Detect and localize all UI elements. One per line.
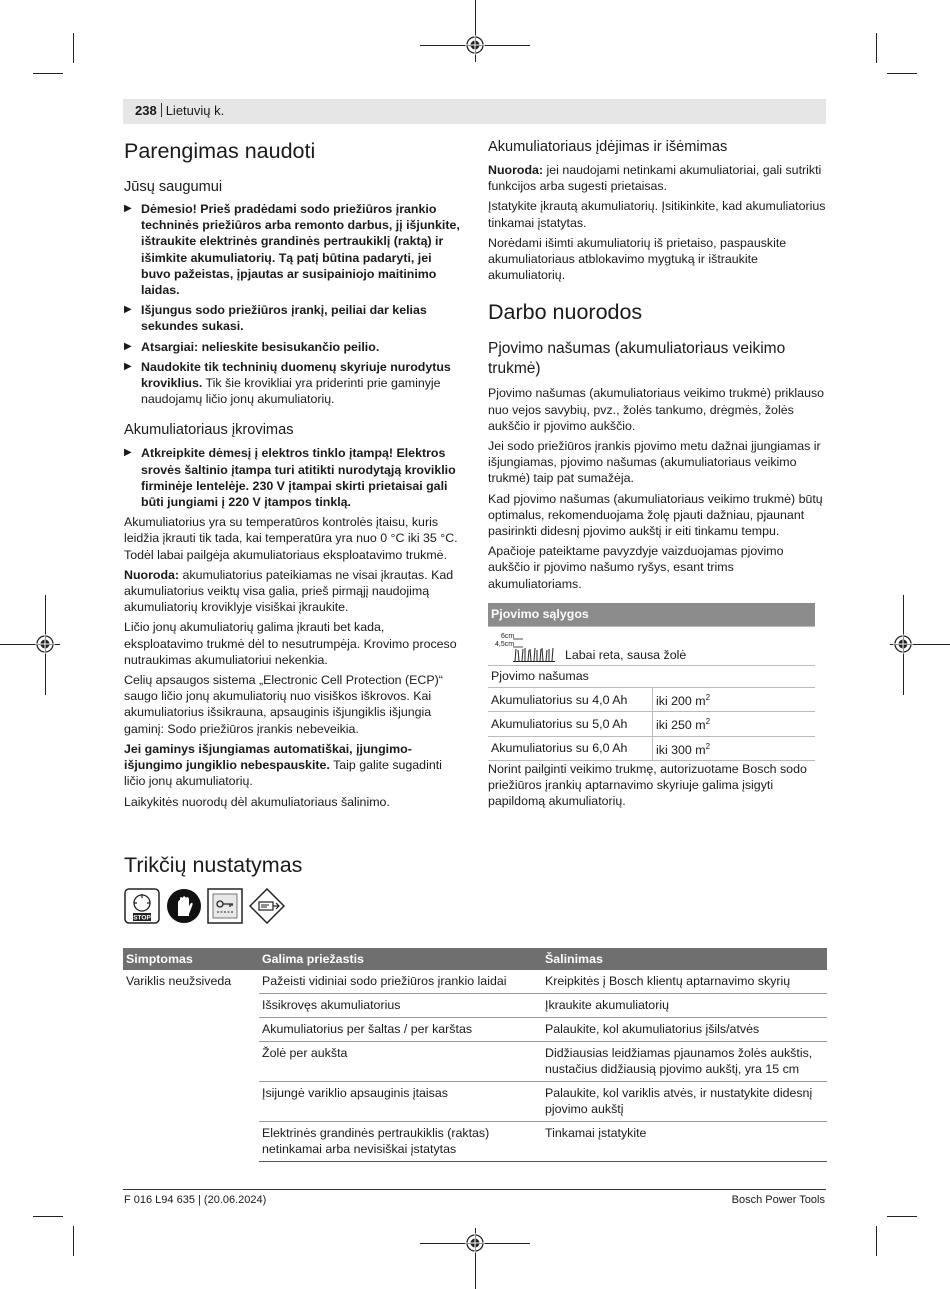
safety-bullet [124,339,464,355]
bullet-text: Atsargiai: nelieskite besisukančio peilio. [141,339,380,354]
condition-text: Labai reta, sausa žolė [565,647,687,662]
area-value: iki 200 m [656,694,706,709]
fix-cell: Įkraukite akumuliatorių [542,994,827,1018]
registration-mark-right-icon [893,634,913,654]
troubleshooting-table [123,948,827,1162]
registration-mark-bottom-icon [465,1233,485,1253]
graphic-label: 4,5cm [495,641,515,648]
area-unit-sup: 2 [705,741,711,751]
paragraph [124,567,464,616]
paragraph [488,162,828,194]
paragraph: Celių apsaugos sistema „Electronic Cell Protection (ECP)“ saugo ličio jonų akumuliatorių nuo visiškos iškrovos. Kai akumuliatorius išsikrauna, apsauginis išjungiklis išjungia gaminį: Sodo priežiūros įrankis nebeveikia. [124,673,443,736]
paragraph: Įstatykite įkrautą akumuliatorių. Įsitikinkite, kad akumuliatorius tinkamai įstatytas. [488,199,826,230]
paragraph-text: jei naudojami netinkami akumuliatoriai, gali sutrikti funkcijos arba sugesti prietaisas. [488,163,822,194]
column-header: Simptomas [123,948,259,970]
safety-bullet [124,201,464,298]
bullet-text: Atkreipkite dėmesį į elektros tinklo įtampą! Elektros srovės šaltinio įtampa turi atitikti nurodytąją kroviklio firminėje lentelėje. 230 V įtampai skirti prietaisai gali būti jungiami į 220 V įtampos tinklą. [141,446,456,510]
fix-cell: Didžiausias leidžiamas pjaunamos žolės aukštis, nustačius didžiausią pjovimo aukštį, yra 15 cm [542,1042,827,1082]
stop-label: STOP [133,914,151,922]
crop-mark [876,33,877,63]
battery-cell: Akumuliatorius su 6,0 Ah [488,736,653,760]
paragraph: Apačioje pateiktame pavyzdyje vaizduojamas pjovimo aukščio ir pjovimo našumo ryšys, esant trims akumuliatoriams. [488,544,784,591]
cutting-performance-table [488,603,815,761]
table-subheader: Pjovimo našumas [488,666,815,688]
section-title-troubleshooting: Trikčių nustatymas [124,853,303,877]
registration-mark-left-icon [35,634,55,654]
cause-cell: Elektrinės grandinės pertraukiklis (raktas) netinkamai arba nevisiškai įstatytas [259,1122,542,1162]
footer-brand: Bosch Power Tools [731,1194,825,1206]
condition-row [488,627,815,666]
table-header: Pjovimo sąlygos [488,603,815,627]
section-title-work: Darbo nuorodos [488,300,643,325]
battery-removal-icon [249,888,285,924]
bullet-text: Dėmesio! Prieš pradėdami sodo priežiūros įrankio techninės priežiūros arba remonto darbus, jį išjunkite, ištraukite elektrinės grandinės pertraukiklį (raktą) ir išimkite akumuliatorių. Tą patį būtina padaryti, jei buvo pažeistas, įpjautas ar susipainiojo maitinimo laidas. [141,202,460,298]
area-unit-sup: 2 [705,717,711,727]
cause-cell: Akumuliatorius per šaltas / per karštas [259,1018,542,1042]
subsection-title-safety: Jūsų saugumui [124,179,223,195]
graphic-label: 6cm [501,633,515,640]
bullet-text-rest: Tik šie krovikliai yra priderinti prie gaminyje naudojamų ličio jonų akumuliatorių. [141,376,441,407]
paragraph: Kad pjovimo našumas (akumuliatoriaus veikimo trukmė) būtų optimalus, rekomenduojama žolę pjauti dažniau, pjaunant pasirinkti didesnį pjovimo aukštį ir eiti tinkamu tempu. [488,491,823,539]
cause-cell: Išsikrovęs akumuliatorius [259,994,542,1018]
key-removal-icon [207,888,243,924]
paragraph-text: Taip galite sugadinti ličio jonų akumuliatorių. [124,758,442,789]
fix-cell: Tinkamai įstatykite [542,1122,827,1162]
crop-mark [33,1216,63,1217]
charging-bullet [124,445,464,510]
cause-cell: Įsijungė variklio apsauginis įtaisas [259,1082,542,1122]
area-cell [653,712,816,736]
paragraph: Ličio jonų akumuliatorių galima įkrauti bet kada, eksploatavimo trukmė dėl to nesutrumpėja. Krovimo proceso nutraukimas akumuliatoriui nekenkia. [124,620,457,667]
stop-icon [124,888,160,924]
safety-bullet [124,302,464,334]
grass-height-graphic [491,633,565,663]
page-header [123,99,826,124]
bold-text: Jei gaminys išjungiamas automatiškai, įjungimo-išjungimo jungiklio nebespauskite. [124,741,412,773]
registration-mark-top-icon [465,35,485,55]
crop-mark [876,1226,877,1256]
cause-cell: Žolė per aukšta [259,1042,542,1082]
paragraph: Akumuliatorius yra su temperatūros kontrolės įtaisu, kuris leidžia įkrauti tik tada, kai temperatūra yra nuo 0 °C iki 35 °C. Todėl labai pailgėja akumuliatoriaus eksploatavimo trukmė. [124,515,458,562]
symptom-cell: Variklis neužsiveda [126,974,232,988]
paragraph: Pjovimo našumas (akumuliatoriaus veikimo trukmė) priklauso nuo vejos savybių, pvz., žolės tankumo, drėgmės, žolės aukščio ir pjovimo aukščio. [488,386,825,433]
column-header: Šalinimas [542,948,827,970]
bullet-text: Naudokite tik techninių duomenų skyriuje nurodytus kroviklius. [141,359,451,391]
subsection-title-charging: Akumuliatoriaus įkrovimas [124,422,294,439]
footer-rule [123,1189,826,1190]
section-title-preparation: Parengimas naudoti [124,139,316,163]
safety-bullet [124,359,464,408]
area-value: iki 250 m [656,718,706,733]
fix-cell: Palaukite, kol variklis atvės, ir nustatykite didesnį pjovimo aukštį [542,1082,827,1122]
crop-mark [73,1226,74,1256]
right-column [488,138,828,596]
column-header: Galima priežastis [259,948,542,970]
page-number: 238 [135,103,157,118]
subsection-title-battery-insert: Akumuliatoriaus įdėjimas ir išėmimas [488,139,728,155]
left-column [124,138,464,814]
note-label: Nuoroda: [488,163,544,177]
battery-cell: Akumuliatorius su 4,0 Ah [488,688,653,712]
grass-icon [513,637,565,663]
paragraph: Laikykitės nuorodų dėl akumuliatoriaus šalinimo. [124,794,390,809]
footer-doc-id: F 016 L94 635 | (20.06.2024) [124,1194,267,1206]
crop-mark [33,73,63,74]
paragraph: Jei sodo priežiūros įrankis pjovimo metu dažnai įjungiamas ir išjungiamas, pjovimo našumas (akumuliatoriaus veikimo trukmė) taip pat sumažėja. [488,439,821,486]
area-cell [653,736,816,760]
subsection-title-performance: Pjovimo našumas (akumuliatoriaus veikimo trukmė) [488,340,786,378]
fix-cell: Kreipkitės į Bosch klientų aptarnavimo skyrių [542,970,827,994]
paragraph-text: akumuliatorius pateikiamas ne visai įkrautas. Kad akumuliatorius veiktų visa galia, prieš pirmąjį naudojimą akumuliatorių kroviklyje visiškai įkraukite. [124,567,454,615]
bullet-text: Išjungus sodo priežiūros įrankį, peiliai dar kelias sekundes sukasi. [141,303,427,334]
crop-mark [73,33,74,63]
area-value: iki 300 m [656,742,706,757]
table-row [123,970,827,994]
paragraph [124,741,464,790]
fix-cell: Palaukite, kol akumuliatorius įšils/atvės [542,1018,827,1042]
crop-mark [887,1216,917,1217]
area-unit-sup: 2 [705,693,711,702]
gloves-icon [166,888,202,924]
paragraph: Norėdami išimti akumuliatorių iš prietaiso, paspauskite akumuliatoriaus atblokavimo mygtuką ir ištraukite akumuliatorių. [488,235,787,283]
page-language: Lietuvių k. [165,103,225,118]
table-header-row [123,948,827,970]
cause-cell: Pažeisti vidiniai sodo priežiūros įrankio laidai [259,970,542,994]
page-header-text [135,103,224,119]
area-cell [653,688,816,712]
battery-cell: Akumuliatorius su 5,0 Ah [488,712,653,736]
crop-mark [887,73,917,74]
note-label: Nuoroda: [124,567,180,582]
paragraph: Norint pailginti veikimo trukmę, autorizuotame Bosch sodo priežiūros įrankių aptarnavimo skyriuje galima įsigyti papildomą akumuliatorių. [488,762,807,809]
header-separator [161,103,162,117]
